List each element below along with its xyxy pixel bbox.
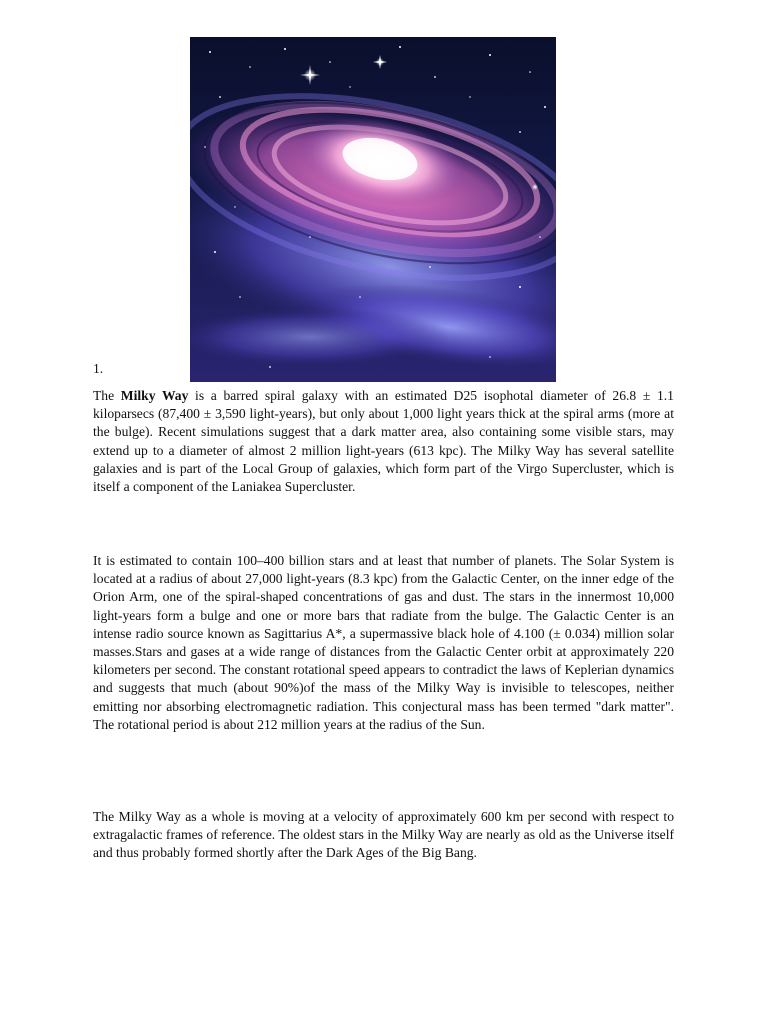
list-item-number: 1. bbox=[93, 361, 104, 376]
galaxy-image bbox=[190, 37, 556, 382]
milky-way-term: Milky Way bbox=[120, 388, 189, 403]
paragraph-stars: It is estimated to contain 100–400 billion stars and at least that number of planets. The Solar System is located at a radius of about 27,000 light-years (8.3 kpc) from the Galactic Center, on the inner edge of the Orion Arm, one of the spiral-shaped concentrations of gas and dust. The stars in the innermost 10,000 light-years form a bulge and one or more bars that radiate from the bulge. The Galactic Center is an intense radio source known as Sagittarius A*, a supermassive black hole of 4.100 (± 0.034) million solar masses.Stars and gases at a wide range of distances from the Galactic Center orbit at approximately 220 kilometers per second. The constant rotational speed appears to contradict the laws of Keplerian dynamics and suggests that much (about 90%)of the mass of the Milky Way is invisible to telescopes, neither emitting nor absorbing electromagnetic radiation. This conjectural mass has been termed "dark matter". The rotational period is about 212 million years at the radius of the Sun. bbox=[93, 553, 674, 732]
paragraph-intro-body: is a barred spiral galaxy with an estimated D25 isophotal diameter of 26.8 ± 1.1 kiloparsecs (87,400 ± 3,590 light-years), but only about 1,000 light years thick at the spiral arms (more at the bulge). Recent simulations suggest that a dark matter area, also containing some visible stars, may extend up to a diameter of almost 2 million light-years (613 kpc). The Milky Way has several satellite galaxies and is part of the Local Group of galaxies, which form part of the Virgo Supercluster, which is itself a component of the Laniakea Supercluster. bbox=[93, 388, 674, 495]
paragraph-intro bbox=[93, 387, 674, 496]
paragraph-motion: The Milky Way as a whole is moving at a velocity of approximately 600 km per second with respect to extragalactic frames of reference. The oldest stars in the Milky Way are nearly as old as the Universe itself and thus probably formed shortly after the Dark Ages of the Big Bang. bbox=[93, 809, 674, 861]
paragraph-intro-lead: The bbox=[93, 388, 121, 403]
